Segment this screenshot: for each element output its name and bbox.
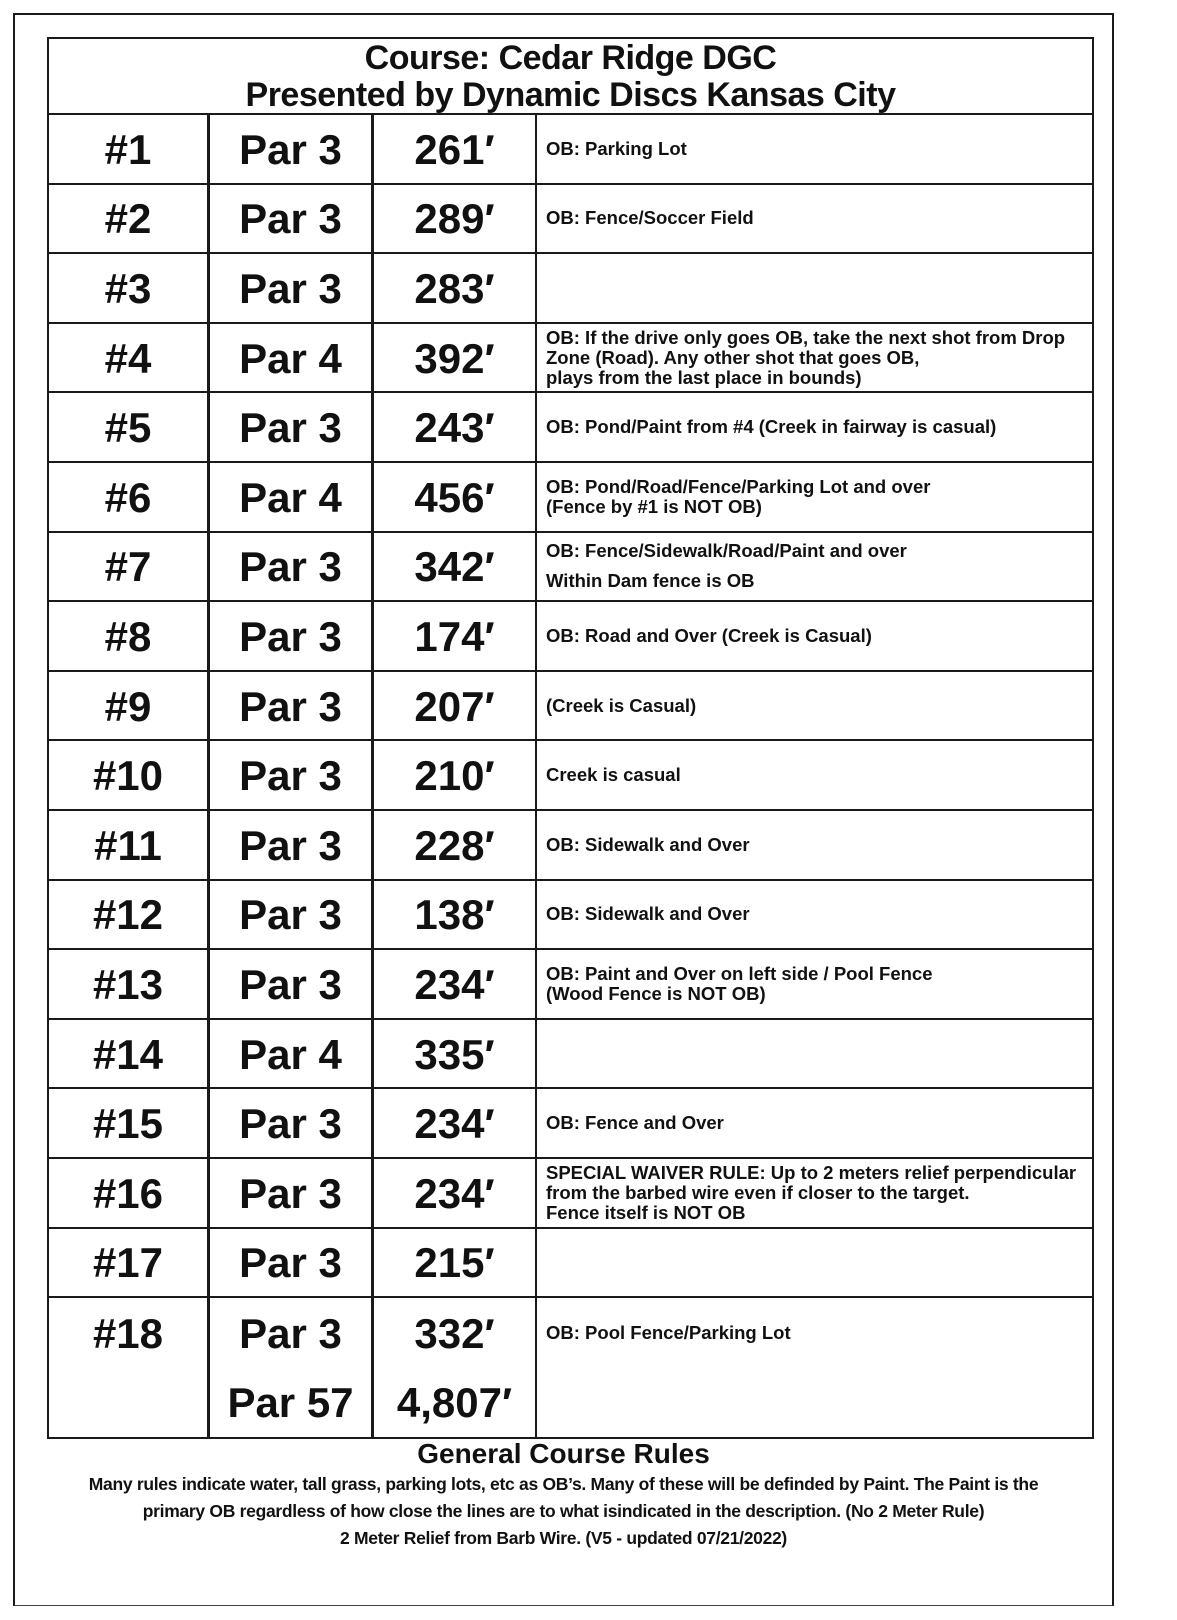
hole-row <box>49 1089 1092 1159</box>
hole-par: Par 4 <box>210 324 374 392</box>
hole-distance: 234′ <box>374 1089 537 1157</box>
hole-number: #6 <box>49 463 210 531</box>
general-rules-line: Many rules indicate water, tall grass, parking lots, etc as OB’s. Many of these will be definded by Paint. The Paint is the <box>88 1474 1039 1494</box>
hole-row <box>49 393 1092 463</box>
hole-ob-note: OB: Parking Lot <box>546 137 687 159</box>
hole-ob-note: (Creek is Casual) <box>546 694 697 716</box>
hole-par: Par 3 <box>210 533 374 601</box>
totals-row <box>49 1368 1092 1438</box>
hole-ob-note: OB: Paint and Over on left side / Pool Fence (Wood Fence is NOT OB) <box>546 962 933 1004</box>
hole-row <box>49 602 1092 672</box>
hole-par: Par 3 <box>210 1298 374 1368</box>
hole-row <box>49 672 1092 742</box>
hole-number: #17 <box>49 1229 210 1297</box>
hole-row <box>49 115 1092 185</box>
hole-par: Par 3 <box>210 950 374 1018</box>
hole-notes-cell <box>537 1229 1092 1297</box>
hole-number: #15 <box>49 1089 210 1157</box>
course-sponsor: Presented by Dynamic Discs Kansas City <box>245 76 896 114</box>
hole-row <box>49 1020 1092 1090</box>
hole-distance: 243′ <box>374 393 537 461</box>
hole-row <box>49 811 1092 881</box>
hole-number: #4 <box>49 324 210 392</box>
hole-ob-note: OB: Pond/Paint from #4 (Creek in fairway is casual) <box>546 416 997 438</box>
hole-ob-note: OB: Pond/Road/Fence/Parking Lot and over (Fence by #1 is NOT OB) <box>546 475 931 517</box>
hole-distance: 210′ <box>374 741 537 809</box>
hole-par: Par 3 <box>210 185 374 253</box>
hole-notes-cell <box>537 1089 1092 1157</box>
hole-notes-cell <box>537 393 1092 461</box>
general-rules-title: General Course Rules <box>417 1438 710 1469</box>
hole-distance: 392′ <box>374 324 537 392</box>
hole-par: Par 3 <box>210 602 374 670</box>
hole-notes-cell <box>537 811 1092 879</box>
hole-ob-note: OB: Fence/Soccer Field <box>546 207 754 229</box>
hole-distance: 289′ <box>374 185 537 253</box>
hole-notes-cell <box>537 115 1092 183</box>
hole-notes-cell <box>537 672 1092 740</box>
hole-distance: 335′ <box>374 1020 537 1088</box>
hole-ob-note: OB: If the drive only goes OB, take the next shot from Drop Zone (Road). Any other shot that goes OB, plays from the last place in bounds) <box>546 326 1066 388</box>
course-title: Course: Cedar Ridge DGC <box>364 39 777 77</box>
hole-distance: 456′ <box>374 463 537 531</box>
hole-ob-note: OB: Fence/Sidewalk/Road/Paint and over Within Dam fence is OB <box>546 540 907 592</box>
hole-ob-note: OB: Sidewalk and Over <box>546 903 750 925</box>
hole-distance: 215′ <box>374 1229 537 1297</box>
totals-hole-cell <box>49 1368 210 1438</box>
hole-notes-cell <box>537 1159 1092 1227</box>
hole-number: #2 <box>49 185 210 253</box>
hole-number: #11 <box>49 811 210 879</box>
total-distance: 4,807′ <box>374 1368 537 1438</box>
hole-notes-cell <box>537 881 1092 949</box>
general-rules <box>15 1437 1112 1552</box>
hole-distance: 174′ <box>374 602 537 670</box>
hole-par: Par 3 <box>210 393 374 461</box>
hole-ob-note: OB: Road and Over (Creek is Casual) <box>546 624 872 646</box>
hole-rows <box>49 115 1092 1368</box>
hole-par: Par 3 <box>210 741 374 809</box>
hole-number: #5 <box>49 393 210 461</box>
hole-number: #1 <box>49 115 210 183</box>
hole-row <box>49 1298 1092 1368</box>
hole-row <box>49 950 1092 1020</box>
hole-number: #9 <box>49 672 210 740</box>
totals-note-cell <box>537 1368 1092 1438</box>
hole-number: #12 <box>49 881 210 949</box>
hole-row <box>49 463 1092 533</box>
hole-row <box>49 741 1092 811</box>
hole-par: Par 4 <box>210 1020 374 1088</box>
hole-row <box>49 185 1092 255</box>
hole-notes-cell <box>537 324 1092 392</box>
hole-number: #16 <box>49 1159 210 1227</box>
hole-number: #13 <box>49 950 210 1018</box>
hole-row <box>49 1229 1092 1299</box>
hole-number: #3 <box>49 254 210 322</box>
hole-notes-cell <box>537 741 1092 809</box>
hole-par: Par 4 <box>210 463 374 531</box>
hole-notes-cell <box>537 1020 1092 1088</box>
hole-number: #14 <box>49 1020 210 1088</box>
hole-notes-cell <box>537 950 1092 1018</box>
hole-ob-note: Creek is casual <box>546 764 681 786</box>
hole-ob-note: OB: Pool Fence/Parking Lot <box>546 1321 791 1343</box>
hole-notes-cell <box>537 533 1092 601</box>
hole-notes-cell <box>537 463 1092 531</box>
scorecard-table <box>47 37 1094 1439</box>
hole-distance: 207′ <box>374 672 537 740</box>
hole-par: Par 3 <box>210 1229 374 1297</box>
general-rules-line: primary OB regardless of how close the lines are to what isindicated in the description. (No 2 Meter Rule) <box>142 1501 985 1521</box>
hole-par: Par 3 <box>210 115 374 183</box>
hole-row <box>49 881 1092 951</box>
hole-distance: 234′ <box>374 1159 537 1227</box>
hole-ob-note: OB: Fence and Over <box>546 1112 724 1134</box>
hole-notes-cell <box>537 1298 1092 1368</box>
scorecard-header <box>49 39 1092 115</box>
hole-row <box>49 1159 1092 1229</box>
hole-number: #10 <box>49 741 210 809</box>
hole-ob-note: SPECIAL WAIVER RULE: Up to 2 meters relief perpendicular from the barbed wire even if closer to the target. Fence itself is NOT OB <box>546 1161 1077 1223</box>
hole-distance: 261′ <box>374 115 537 183</box>
hole-par: Par 3 <box>210 811 374 879</box>
hole-number: #8 <box>49 602 210 670</box>
hole-row <box>49 533 1092 603</box>
hole-distance: 138′ <box>374 881 537 949</box>
hole-row <box>49 324 1092 394</box>
hole-notes-cell <box>537 185 1092 253</box>
hole-par: Par 3 <box>210 881 374 949</box>
hole-par: Par 3 <box>210 254 374 322</box>
hole-number: #7 <box>49 533 210 601</box>
total-par: Par 57 <box>210 1368 374 1438</box>
general-rules-line: 2 Meter Relief from Barb Wire. (V5 - updated 07/21/2022) <box>340 1528 787 1548</box>
hole-distance: 283′ <box>374 254 537 322</box>
hole-number: #18 <box>49 1298 210 1368</box>
hole-distance: 332′ <box>374 1298 537 1368</box>
hole-notes-cell <box>537 254 1092 322</box>
hole-distance: 234′ <box>374 950 537 1018</box>
hole-row <box>49 254 1092 324</box>
hole-par: Par 3 <box>210 1089 374 1157</box>
hole-notes-cell <box>537 602 1092 670</box>
hole-par: Par 3 <box>210 1159 374 1227</box>
hole-par: Par 3 <box>210 672 374 740</box>
hole-distance: 342′ <box>374 533 537 601</box>
hole-distance: 228′ <box>374 811 537 879</box>
hole-ob-note: OB: Sidewalk and Over <box>546 833 750 855</box>
